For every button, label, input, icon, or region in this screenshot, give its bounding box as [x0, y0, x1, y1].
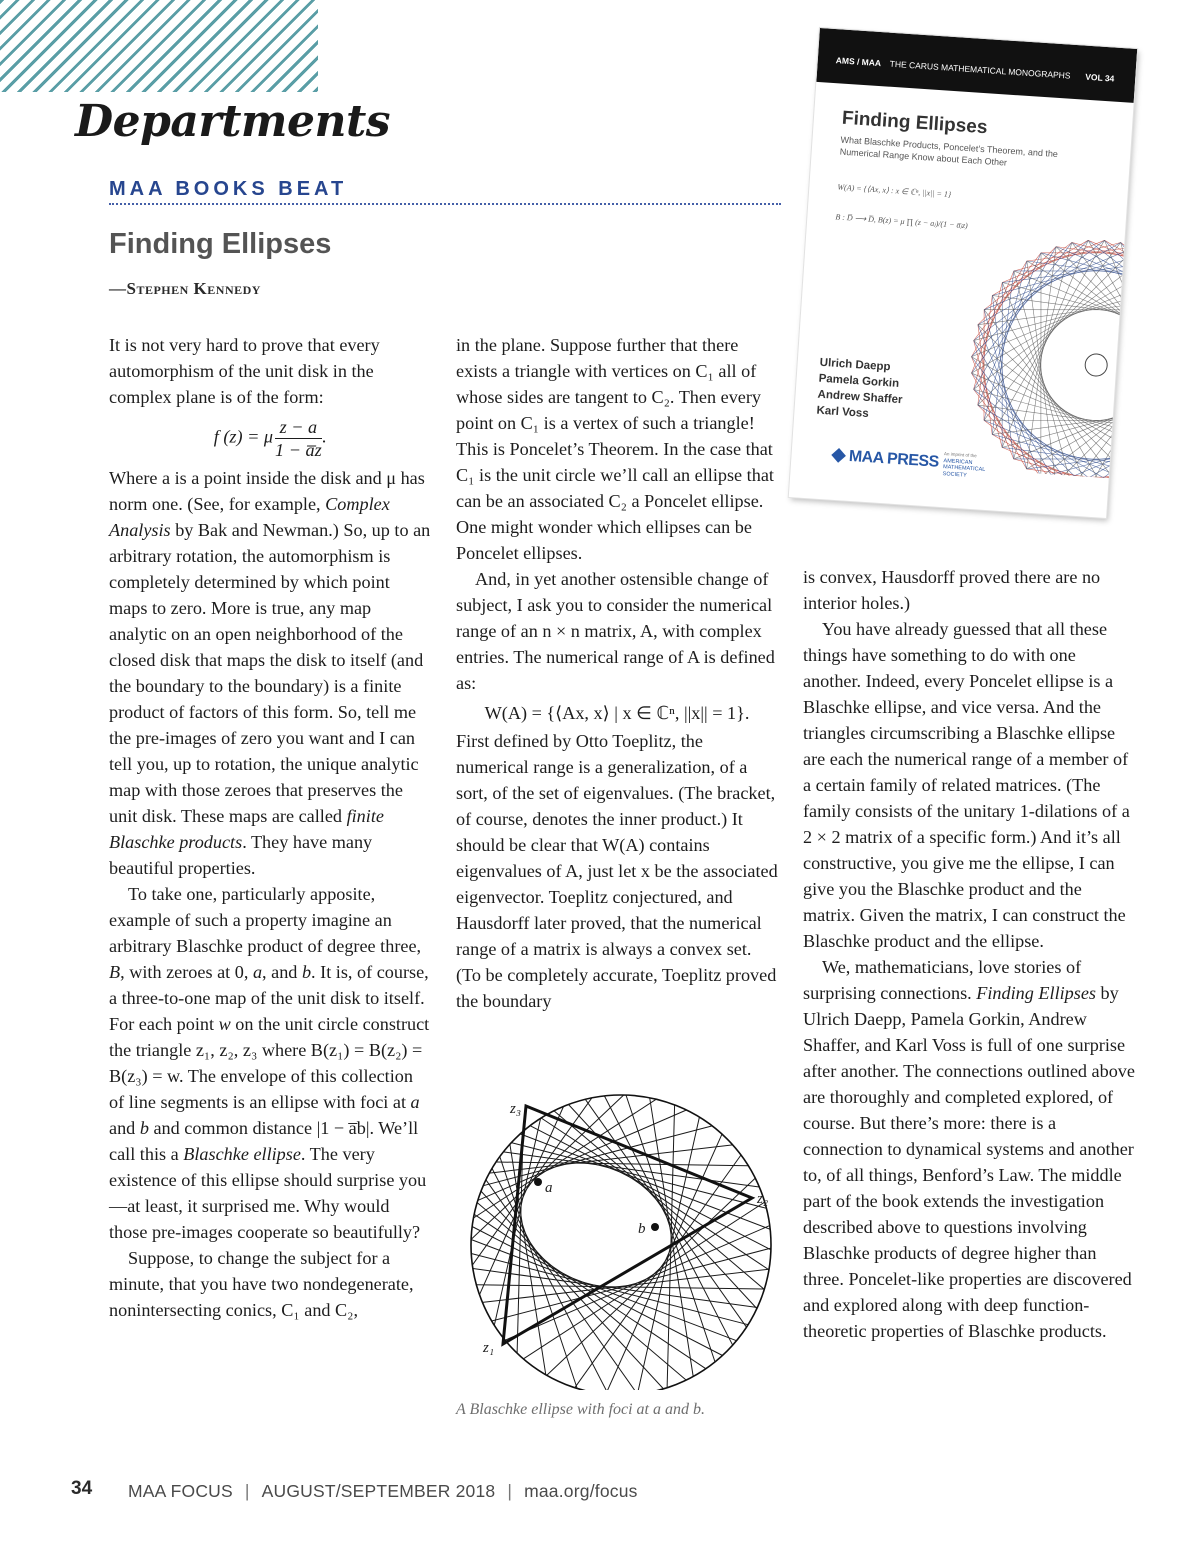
paragraph: You have already guessed that all these things have something to do with one another. Indeed, every Poncelet ellipse is a Blaschke ellipse, and vice versa. And the triangles circumscribing a Blaschke ellipse are each the numerical range of a member of a certain family of related matrices. (The family consists of the unitary 1-dilations of a 2 × 2 matrix of a specific form.) And it’s all constructive, you give me the ellipse, I can give you the Blaschke product and the matrix. Given the matrix, I can construct the Blaschke product and the ellipse.: [803, 619, 1130, 951]
cover-art-line: [1121, 415, 1138, 484]
cover-art-line: [967, 373, 1138, 459]
cover-art-line: [1027, 246, 1056, 470]
text-column-2: [456, 332, 778, 1014]
maa-press-mark-icon: ◆: [831, 443, 846, 465]
corner-hatch-decoration: [0, 0, 318, 92]
cover-artwork-lines: [963, 232, 1137, 484]
text-span: on the unit circle construct the triangle z₁, z₂, z₃ where B(z₁) = B(z₂) = B(z₃) = w. The envelope of this collection of line segments is an ellipse with foci at: [109, 1014, 430, 1112]
footer-magazine: MAA FOCUS: [128, 1481, 233, 1501]
cover-art-line: [1136, 401, 1137, 485]
cover-art-line: [1121, 268, 1138, 484]
cover-authors: [816, 355, 905, 424]
cover-author: Ulrich Daepp: [819, 356, 891, 374]
label-z1: z₁: [483, 1340, 495, 1356]
cover-art-line: [1117, 242, 1138, 309]
cover-art-line: [1014, 240, 1072, 462]
ams-logo: [942, 451, 996, 480]
term-emphasis: Blaschke ellipse: [183, 1144, 301, 1164]
paragraph: is convex, Hausdorff proved there are no interior holes.): [803, 567, 1101, 613]
math-var: w: [218, 1014, 231, 1034]
cover-formula-1: W(A) = {⟨Ax, x⟩ : x ∈ ℂⁿ, ||x|| = 1}: [837, 182, 952, 200]
envelope-chord: [520, 1134, 770, 1229]
equation-lhs: f (z) = μ: [213, 426, 274, 447]
label-a: a: [545, 1180, 553, 1196]
text-span: and common distance |1 − a̅b|. We’ll call this a: [109, 1118, 419, 1164]
text-span: , and: [262, 962, 302, 982]
cover-art-line: [1086, 240, 1137, 282]
cover-art-line: [1002, 236, 1088, 453]
ams-imprint-note: An imprint of the: [943, 451, 977, 459]
paragraph: [803, 954, 1135, 1344]
cover-art-line: [1097, 240, 1137, 357]
cover-art-line: [1122, 247, 1137, 469]
text-column-1: [109, 332, 431, 1323]
cover-art-line: [1136, 336, 1137, 484]
cover-art-line: [974, 242, 1138, 401]
text-span: We, mathematicians, love stories of surprising connections.: [803, 957, 1082, 1003]
cover-series: THE CARUS MATHEMATICAL MONOGRAPHS: [889, 58, 1071, 81]
paragraph: It is not very hard to prove that every automorphism of the unit disk in the complex plane is of the form:: [109, 335, 380, 407]
envelope-chord: [478, 1110, 687, 1200]
text-span: by Bak and Newman.) So, up to an arbitrary rotation, the automorphism is completely determined by which point maps to zero. More is true, any map analytic on an open neighborhood of the closed disk that maps the disk to itself (and the boundary to the boundary) is a finite product of factors of this form. So, tell me the pre-images of zero you want and I can tell you, up to rotation, the unique analytic map with those zeroes that preserves the unit disk. These maps are called: [109, 520, 431, 826]
focus-b-point: [651, 1223, 659, 1231]
equation-numerator: z − a: [275, 416, 322, 439]
cover-author: Andrew Shaffer: [817, 388, 903, 407]
book-cover-image: [789, 28, 1137, 518]
cover-art-line: [974, 281, 1003, 391]
cover-art-line: [992, 234, 1104, 441]
automorphism-equation: [109, 416, 431, 461]
paragraph: [109, 465, 431, 881]
label-b: b: [638, 1221, 646, 1237]
paragraph: And, in yet another ostensible change of subject, I ask you to consider the numerical range of an n × n matrix, A, with complex entries. The numerical range of A is defined as:: [456, 569, 775, 693]
footer-separator: |: [507, 1481, 513, 1501]
cover-art-line: [1088, 381, 1137, 484]
cover-art-line: [974, 242, 1057, 394]
maa-press-logo: [831, 444, 939, 472]
cover-author: Pamela Gorkin: [818, 372, 900, 390]
column-kicker: MAA BOOKS BEAT: [109, 178, 348, 200]
cover-art-line: [1046, 247, 1137, 406]
cover-artwork: [961, 229, 1137, 484]
math-var: a: [410, 1092, 420, 1112]
footer-separator: |: [244, 1481, 250, 1501]
envelope-chords: [471, 1095, 771, 1390]
cover-art-line: [1121, 351, 1138, 484]
cover-art-line: [1072, 452, 1138, 484]
cover-top-band: [816, 28, 1137, 103]
cover-volume: VOL 34: [1084, 71, 1115, 84]
paragraph: Suppose, to change the subject for a minute, that you have two nondegenerate, nonintersecting conics, C₁ and C₂,: [109, 1248, 414, 1320]
numerical-range-equation: W(A) = {⟨Ax, x⟩ | x ∈ ℂⁿ, ||x|| = 1}.: [484, 703, 750, 723]
cover-author: Karl Voss: [816, 404, 870, 421]
cover-subtitle: What Blaschke Products, Poncelet’s Theorem, and the Numerical Range Know about Each Other: [839, 134, 1059, 168]
cover-art-center: [1084, 353, 1107, 376]
cover-publisher: AMS / MAA: [835, 55, 882, 69]
text-column-3: [803, 564, 1135, 1344]
envelope-chord: [471, 1254, 748, 1325]
cover-art-line: [1132, 247, 1138, 325]
cover-art-line: [1104, 366, 1137, 484]
ams-name: AMERICAN MATHEMATICAL SOCIETY: [942, 457, 986, 479]
footer-issue: AUGUST/SEPTEMBER 2018: [261, 1481, 496, 1501]
blaschke-ellipse-figure: [456, 1090, 786, 1390]
envelope-chord: [472, 1227, 722, 1356]
cover-art-line: [1076, 240, 1137, 434]
cover-art-line: [1041, 470, 1137, 484]
article-title: Finding Ellipses: [109, 228, 332, 260]
section-title: Departments: [75, 96, 391, 147]
page-number: 34: [71, 1478, 93, 1499]
text-span: and: [109, 1118, 140, 1138]
math-var: b: [139, 1118, 149, 1138]
cover-formula-2: B : D̅ ⟶ D̅, B(z) = μ ∏ (z − aⱼ)/(1 − a̅ⱼz): [835, 212, 969, 231]
term-emphasis: finite Blaschke products: [109, 806, 384, 852]
math-var: B: [109, 962, 121, 982]
text-span: To take one, particularly apposite, example of such a property imagine an arbitrary Blaschke product of degree three,: [109, 884, 422, 956]
cover-title: Finding Ellipses: [841, 107, 989, 139]
equation-fraction: [275, 416, 322, 461]
cover-art-line: [984, 237, 1072, 315]
maa-press-text: MAA PRESS: [848, 447, 940, 471]
envelope-chord: [471, 1095, 624, 1239]
math-var: b: [301, 962, 312, 982]
cover-art-line: [989, 283, 1101, 485]
cover-art-line: [1136, 260, 1137, 484]
cover-art-line: [1002, 375, 1137, 461]
footer-url: maa.org/focus: [524, 1481, 638, 1501]
book-reference: Finding Ellipses: [976, 983, 1096, 1003]
cover-art-line: [1137, 253, 1138, 477]
cover-art-line: [1072, 302, 1138, 485]
cover-art-line: [1127, 247, 1137, 390]
text-span: . The very existence of this ellipse should surprise you—at least, it surprised me. Why would those pre-images cooperate so beautifully?: [109, 1144, 427, 1242]
equation-denominator: 1 − a̅z: [275, 440, 322, 460]
cover-art-line: [1061, 242, 1138, 420]
label-z3: z₃: [510, 1101, 522, 1117]
cover-art-line: [999, 283, 1137, 341]
paragraph: First defined by Otto Toeplitz, the numerical range is a generalization, of a sort, of the set of eigenvalues. (The bracket, of course, denotes the inner product.) It should be clear that W(A) contains eigenvalues of A, just let x be the associated eigenvector. Toeplitz conjectured, and Hausdorff later proved, that the numerical range of a matrix is always a convex set. (To be completely accurate, Toeplitz proved the boundary: [456, 731, 778, 1011]
footer-line: [128, 1481, 638, 1502]
paragraph: [109, 881, 431, 1245]
math-var: a: [252, 962, 263, 982]
label-z2: z₂: [757, 1191, 769, 1207]
text-span: . They have many beautiful properties.: [109, 832, 373, 878]
text-span: . It is, of course, a three-to-one map of the unit disk to itself. For each point: [109, 962, 429, 1034]
equation-end: .: [321, 426, 327, 447]
byline: —Stephen Kennedy: [109, 279, 261, 298]
cover-art-line: [974, 232, 1105, 349]
figure-caption: A Blaschke ellipse with foci at a and b.: [456, 1401, 705, 1418]
dotted-divider: [109, 203, 781, 205]
paragraph: in the plane. Suppose further that there exists a triangle with vertices on C₁ all of whose sides are tangent to C₂. Then every point on C₁ is a vertex of such a triangle! This is Poncelet’s Theorem. In the case that C₁ is the unit circle we’ll call an ellipse that can be an associated C₂ a Poncelet ellipse. One might wonder which ellipses can be Poncelet ellipses.: [456, 335, 774, 563]
cover-art-line: [1026, 469, 1137, 483]
cover-art-line: [971, 249, 1137, 386]
text-span: Where a is a point inside the disk and μ has norm one. (See, for example,: [109, 468, 425, 514]
text-span: by Ulrich Daepp, Pamela Gorkin, Andrew Shaffer, and Karl Voss is full of one surprise after another. The connections outlined above are thoroughly and completed explored, of course. But there’s more: there is a connection to dynamical systems and another to, of all things, Benford’s Law. The middle part of the book extends the investigation described above to questions involving Blaschke products of degree higher than three. Poncelet-like properties are discovered and explored along with deep function-theoretic properties of Blaschke products.: [803, 983, 1135, 1341]
text-span: , with zeroes at 0,: [120, 962, 253, 982]
book-reference: Complex Analysis: [109, 494, 390, 540]
focus-a-point: [534, 1178, 542, 1186]
cover-art-line: [973, 405, 1125, 484]
envelope-chord: [530, 1126, 771, 1250]
cover-art-line: [1072, 396, 1138, 484]
